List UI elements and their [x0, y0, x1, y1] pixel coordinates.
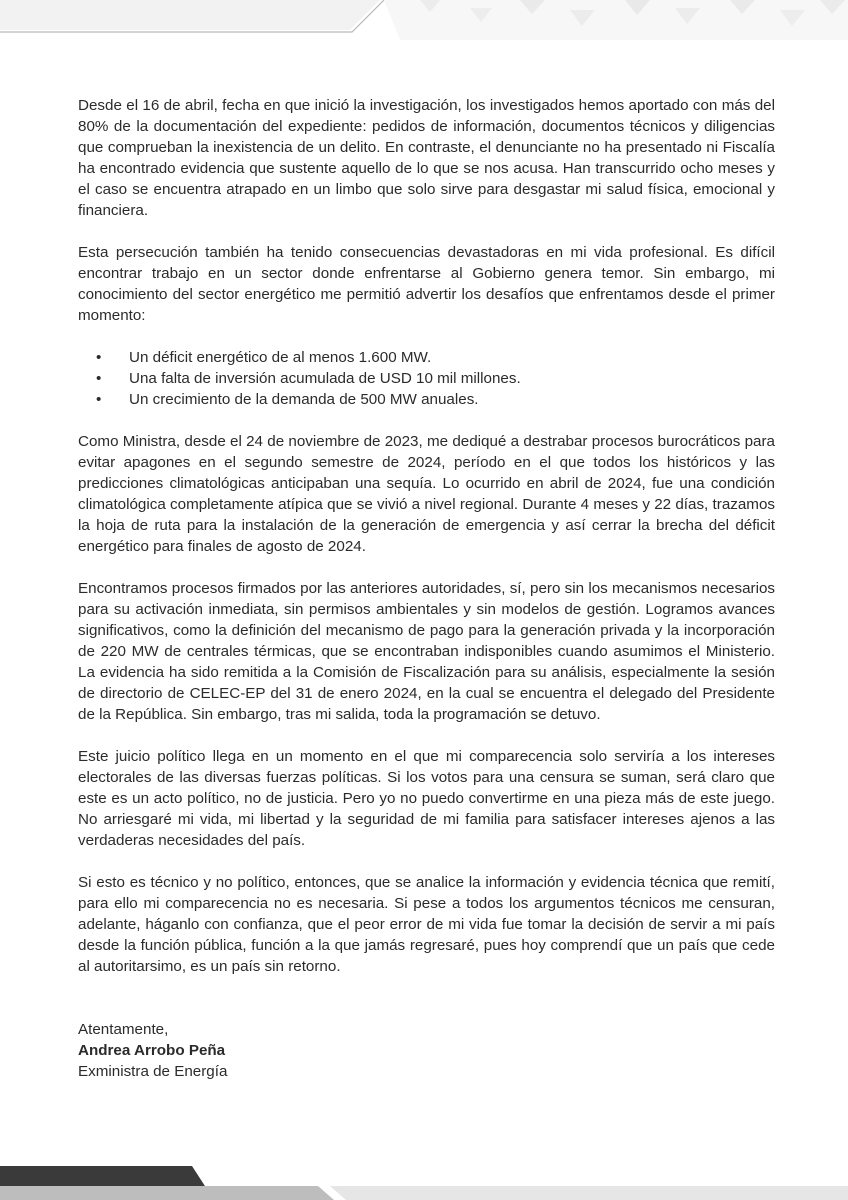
list-item-text: Un crecimiento de la demanda de 500 MW anuales. [129, 391, 479, 408]
list-item [78, 389, 775, 410]
challenges-list [78, 347, 775, 410]
bullet-icon: • [96, 370, 102, 387]
bullet-icon: • [96, 391, 102, 408]
paragraph-processes: Encontramos procesos firmados por las anteriores autoridades, sí, pero sin los mecanismos necesarios para su activación inmediata, sin permisos ambientales y sin modelos de gestión. Logramos avances significativos, como la definición del mecanismo de pago para la generación privada y la incorporación de 220 MW de centrales térmicas, que se encontraban indisponibles cuando asumimos el Ministerio. La evidencia ha sido remitida a la Comisión de Fiscalización para su análisis, especialmente la sesión de directorio de CELEC-EP del 31 de enero 2024, en la cual se encuentra el delegado del Presidente de la República. Sin embargo, tras mi salida, toda la programación se detuvo. [78, 580, 775, 723]
paragraph-political-trial: Este juicio político llega en un momento en el que mi comparecencia solo serviría a los intereses electorales de las diversas fuerzas políticas. Si los votos para una censura se suman, será claro que este es un acto político, no de justicia. Pero yo no puedo convertirme en una pieza más de este juego. No arriesgaré mi vida, mi libertad y la seguridad de mi familia para satisfacer intereses ajenos a las verdaderas necesidades del país. [78, 748, 775, 849]
list-item-text: Una falta de inversión acumulada de USD 10 mil millones. [129, 370, 521, 387]
header-decoration [0, 0, 848, 40]
signer-name: Andrea Arrobo Peña [78, 1042, 226, 1059]
list-item [78, 368, 775, 389]
bullet-icon: • [96, 349, 102, 366]
letter-body [78, 95, 775, 1082]
list-item [78, 347, 775, 368]
list-item-text: Un déficit energético de al menos 1.600 MW. [129, 349, 432, 366]
signer-title: Exministra de Energía [78, 1063, 228, 1080]
footer-decoration [0, 1150, 848, 1200]
paragraph-minister: Como Ministra, desde el 24 de noviembre de 2023, me dediqué a destrabar procesos burocráticos para evitar apagones en el segundo semestre de 2024, período en el que todos los históricos y las predicciones climatológicas anticipaban una sequía. Lo ocurrido en abril de 2024, fue una condición climatológica completamente atípica que se vivió a nivel regional. Durante 4 meses y 22 días, trazamos la hoja de ruta para la instalación de la generación de emergencia y así cerrar la brecha del déficit energético para finales de agosto de 2024. [78, 433, 775, 555]
paragraph-persecution: Esta persecución también ha tenido consecuencias devastadoras en mi vida profesional. Es difícil encontrar trabajo en un sector donde enfrentarse al Gobierno genera temor. Sin embargo, mi conocimiento del sector energético me permitió advertir los desafíos que enfrentamos desde el primer momento: [78, 244, 775, 324]
salutation: Atentamente, [78, 1021, 169, 1038]
paragraph-conclusion: Si esto es técnico y no político, entonces, que se analice la información y evidencia técnica que remití, para ello mi comparecencia no es necesaria. Si pese a todos los argumentos técnicos me censuran, adelante, háganlo con confianza, que el peor error de mi vida fue tomar la decisión de servir a mi país desde la función pública, función a la que jamás regresaré, pues hoy comprendí que un país que cede al autoritarsimo, es un país sin retorno. [78, 874, 775, 975]
closing-block [78, 1019, 775, 1082]
paragraph-investigation: Desde el 16 de abril, fecha en que inició la investigación, los investigados hemos aportado con más del 80% de la documentación del expediente: pedidos de información, documentos técnicos y diligencias que comprueban la inexistencia de un delito. En contraste, el denunciante no ha presentado ni Fiscalía ha encontrado evidencia que sustente aquello de lo que se nos acusa. Han transcurrido ocho meses y el caso se encuentra atrapado en un limbo que solo sirve para desgastar mi salud física, emocional y financiera. [78, 97, 775, 219]
